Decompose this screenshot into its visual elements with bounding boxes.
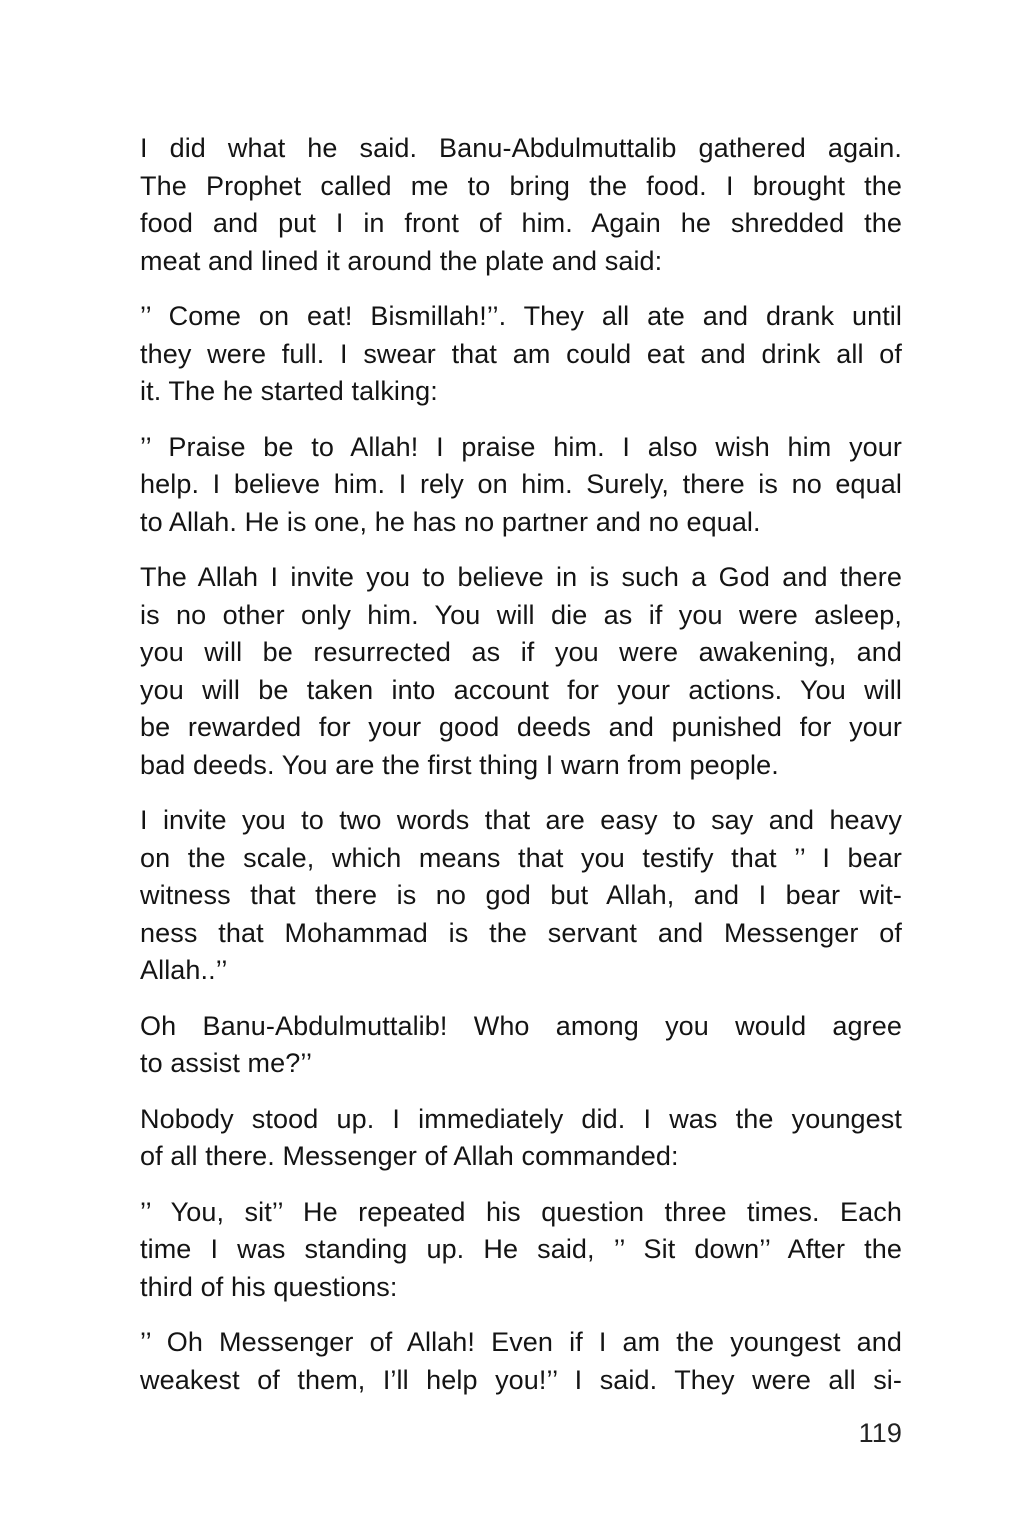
text-line: I invite you to two words that are easy to say and heavy [140,805,902,835]
paragraph [140,429,902,542]
text-line: you will be taken into account for your actions. You will [140,674,902,705]
text-line: third of his questions: [140,1271,398,1302]
text-line: Allah..’’ [140,955,228,985]
text-line: bad deeds. You are the first thing I warn from people. [140,749,779,780]
paragraph [140,559,902,784]
paragraph [140,130,902,280]
paragraph [140,1101,902,1176]
page-body [140,130,902,1449]
text-line: I did what he said. Banu-Abdulmuttalib gathered again. [140,133,902,163]
paragraph [140,298,902,411]
text-line: meat and lined it around the plate and said: [140,245,663,276]
text-line: to Allah. He is one, he has no partner and no equal. [140,506,761,537]
paragraph [140,1324,902,1399]
text-line: it. The he started talking: [140,376,438,406]
text-line: time I was standing up. He said, ’’ Sit down’’ After the [140,1234,902,1264]
text-line: Oh Banu-Abdulmuttalib! Who among you would agree [140,1010,902,1041]
text-line: ’’ Come on eat! Bismillah!’’. They all ate and drank until [140,301,902,331]
text-line: Nobody stood up. I immediately did. I was the youngest [140,1103,902,1134]
text-line: ’’ You, sit’’ He repeated his question three times. Each [140,1196,902,1227]
text-line: The Allah I invite you to believe in is such a God and there [140,562,902,592]
paragraph [140,802,902,990]
text-line: ness that Mohammad is the servant and Messenger of [140,917,902,948]
text-line: to assist me?’’ [140,1048,313,1078]
text-line: ’’ Praise be to Allah! I praise him. I also wish him your [140,431,902,462]
text-line: witness that there is no god but Allah, and I bear wit- [140,880,902,910]
paragraph [140,1194,902,1307]
text-line: is no other only him. You will die as if you were asleep, [140,599,902,630]
text-line: The Prophet called me to bring the food. I brought the [140,170,902,201]
text-line: you will be resurrected as if you were awakening, and [140,637,902,667]
text-line: on the scale, which means that you testify that ’’ I bear [140,842,902,873]
text-line: be rewarded for your good deeds and punished for your [140,712,902,742]
text-line: ’’ Oh Messenger of Allah! Even if I am the youngest and [140,1327,902,1357]
text-line: weakest of them, I’ll help you!’’ I said. They were all si- [140,1364,902,1395]
page-number: 119 [858,1418,902,1448]
text-line: of all there. Messenger of Allah commanded: [140,1141,679,1171]
text-line: food and put I in front of him. Again he shredded the [140,208,902,238]
text-line: they were full. I swear that am could eat and drink all of [140,338,902,369]
paragraph [140,1008,902,1083]
text-line: help. I believe him. I rely on him. Surely, there is no equal [140,469,902,499]
